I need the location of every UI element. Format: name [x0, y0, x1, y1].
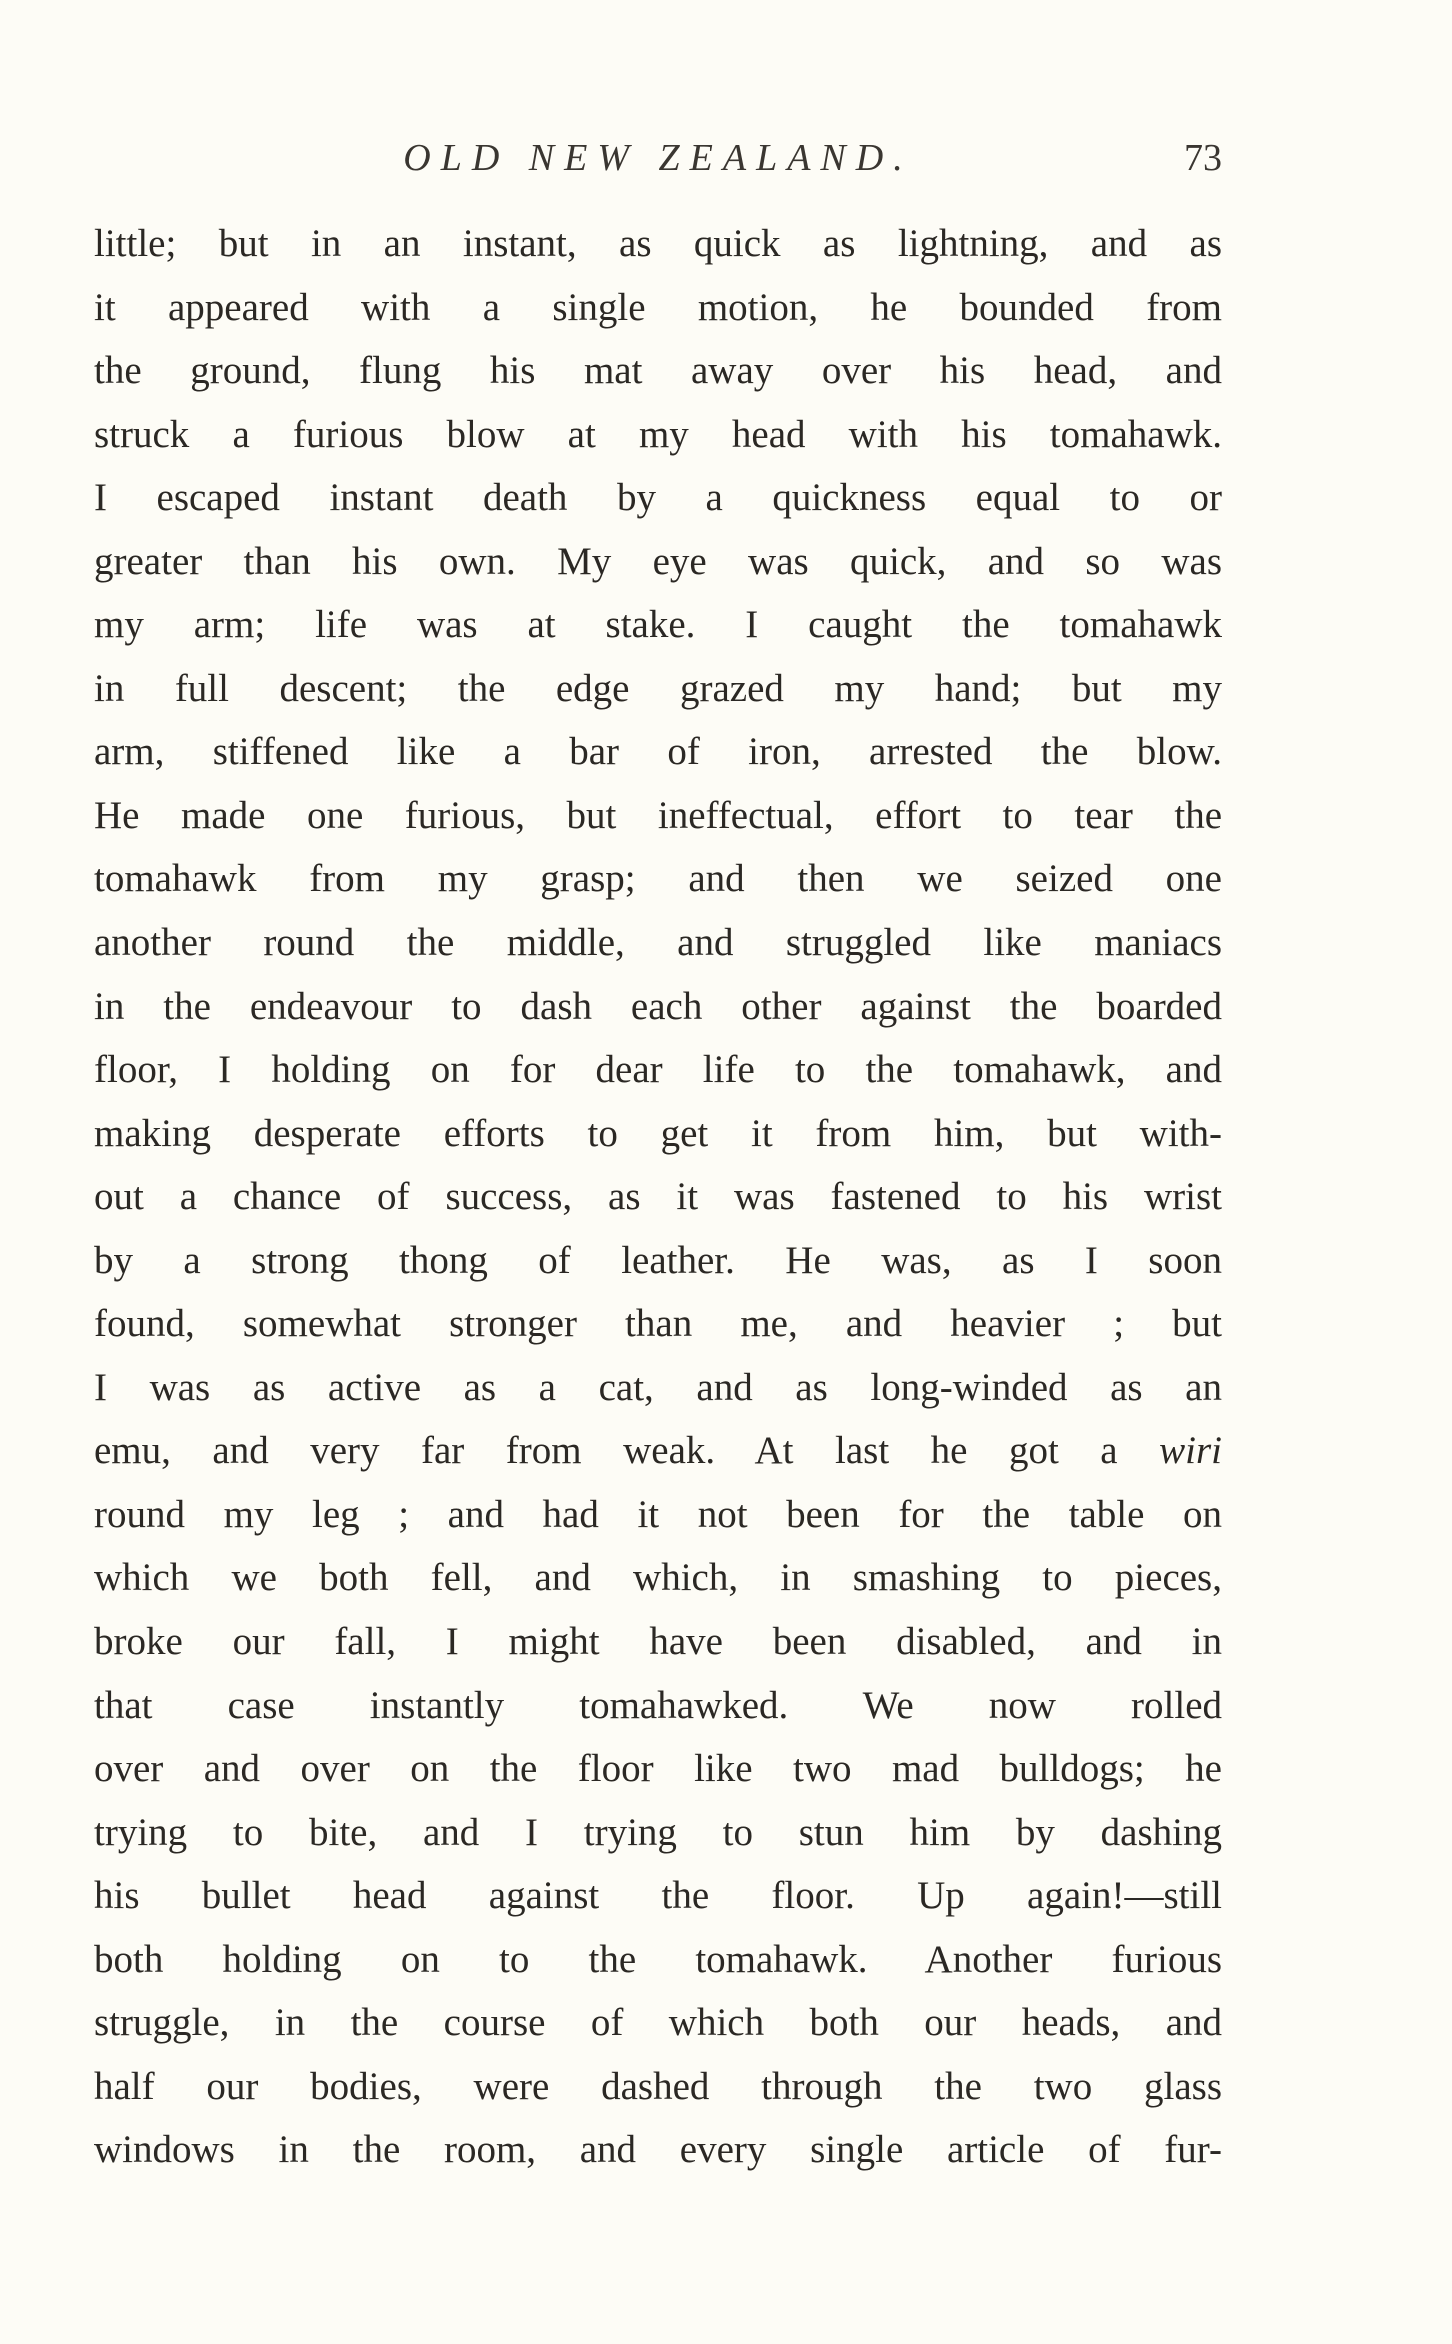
running-title: OLD NEW ZEALAND.	[403, 137, 913, 179]
text-line: struggle, in the course of which both our heads, and	[94, 2001, 1222, 2045]
page-header	[94, 128, 1222, 188]
text-line: which we both fell, and which, in smashing to pieces,	[94, 1556, 1222, 1600]
text-line: floor, I holding on for dear life to the tomahawk, and	[94, 1048, 1222, 1092]
text-line: another round the middle, and struggled like maniacs	[94, 921, 1222, 965]
text-line: broke our fall, I might have been disabled, and in	[94, 1620, 1222, 1664]
text-line: making desperate efforts to get it from him, but with-	[94, 1111, 1222, 1155]
italic-word: wiri	[1159, 1429, 1222, 1473]
text-line: both holding on to the tomahawk. Another furious	[94, 1937, 1222, 1981]
text-line: I was as active as a cat, and as long-winded as an	[94, 1365, 1222, 1409]
text-line: it appeared with a single motion, he bounded from	[94, 285, 1222, 329]
text-line: little; but in an instant, as quick as lightning, and as	[94, 222, 1222, 265]
body-text	[94, 212, 1222, 2182]
text-line: by a strong thong of leather. He was, as I soon	[94, 1238, 1222, 1282]
text-line: my arm; life was at stake. I caught the tomahawk	[94, 603, 1222, 647]
text-line: I escaped instant death by a quickness equal to or	[94, 476, 1222, 520]
text-line: over and over on the floor like two mad bulldogs; he	[94, 1747, 1222, 1791]
text-line: greater than his own. My eye was quick, and so was	[94, 539, 1222, 583]
text-line: windows in the room, and every single article of fur-	[94, 2128, 1222, 2172]
text-line: He made one furious, but ineffectual, effort to tear the	[94, 793, 1222, 837]
text-line-with-italic	[94, 1419, 1222, 1483]
text-line: that case instantly tomahawked. We now rolled	[94, 1683, 1222, 1727]
text-line: half our bodies, were dashed through the two glass	[94, 2064, 1222, 2108]
text-line: struck a furious blow at my head with his tomahawk.	[94, 412, 1222, 456]
text-line: round my leg ; and had it not been for the table on	[94, 1492, 1222, 1536]
text-line: in the endeavour to dash each other against the boarded	[94, 984, 1222, 1028]
text-line: the ground, flung his mat away over his head, and	[94, 349, 1222, 393]
text-line: his bullet head against the floor. Up again!—still	[94, 1874, 1222, 1918]
page-number: 73	[1184, 137, 1222, 179]
text-line: tomahawk from my grasp; and then we seized one	[94, 857, 1222, 901]
text-line-segment: emu, and very far from weak. At last he got a	[94, 1429, 1118, 1473]
text-line: trying to bite, and I trying to stun him by dashing	[94, 1810, 1222, 1854]
text-line: found, somewhat stronger than me, and heavier ; but	[94, 1302, 1222, 1346]
text-line: arm, stiffened like a bar of iron, arrested the blow.	[94, 730, 1222, 774]
text-line: in full descent; the edge grazed my hand; but my	[94, 666, 1222, 710]
text-line: out a chance of success, as it was fastened to his wrist	[94, 1175, 1222, 1219]
